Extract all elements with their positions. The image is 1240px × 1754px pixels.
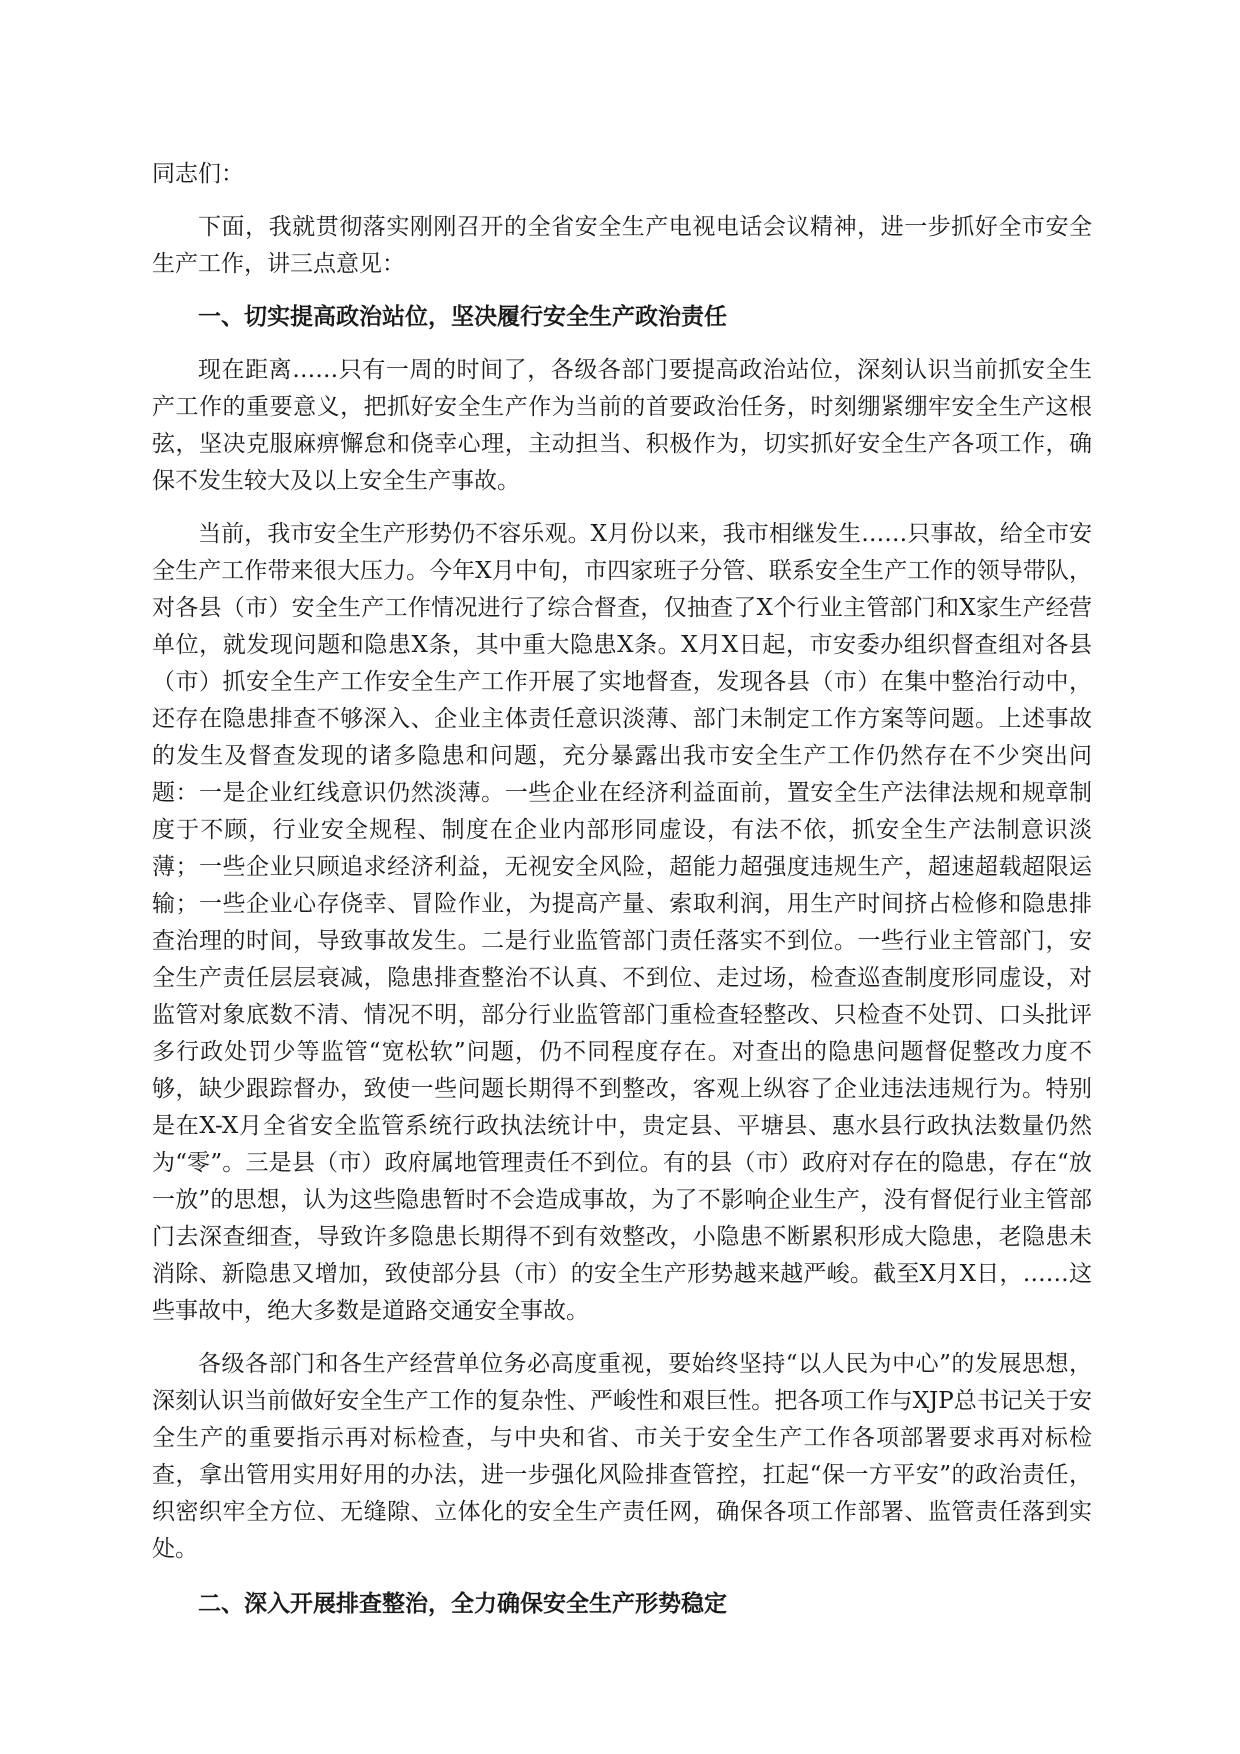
section-1-paragraph-1: 现在距离……只有一周的时间了，各级各部门要提高政治站位，深刻认识当前抓安全生产工作的重要意义，把抓好安全生产作为当前的首要政治任务，时刻绷紧绷牢安全生产这根弦，坚决克服麻痹懈怠和侥幸心理，主动担当、积极作为，切实抓好安全生产各项工作，确保不发生较大及以上安全生产事故。: [152, 357, 1092, 494]
section-1-paragraph-2: 当前，我市安全生产形势仍不容乐观。X月份以来，我市相继发生……只事故，给全市安全生产工作带来很大压力。今年X月中旬，市四家班子分管、联系安全生产工作的领导带队，对各县（市）安全生产工作情况进行了综合督查，仅抽查了X个行业主管部门和X家生产经营单位，就发现问题和隐患X条，其中重大隐患X条。X月X日起，市安委办组织督查组对各县（市）抓安全生产工作安全生产工作开展了实地督查，发现各县（市）在集中整治行动中，还存在隐患排查不够深入、企业主体责任意识淡薄、部门未制定工作方案等问题。上述事故的发生及督查发现的诸多隐患和问题，充分暴露出我市安全生产工作仍然存在不少突出问题：一是企业红线意识仍然淡薄。一些企业在经济利益面前，置安全生产法律法规和规章制度于不顾，行业安全规程、制度在企业内部形同虚设，有法不依，抓安全生产法制意识淡薄；一些企业只顾追求经济利益，无视安全风险，超能力超强度违规生产，超速超载超限运输；一些企业心存侥幸、冒险作业，为提高产量、索取利润，用生产时间挤占检修和隐患排查治理的时间，导致事故发生。二是行业监管部门责任落实不到位。一些行业主管部门，安全生产责任层层衰减，隐患排查整治不认真、不到位、走过场，检查巡查制度形同虚设，对监管对象底数不清、情况不明，部分行业监管部门重检查轻整改、只检查不处罚、口头批评多行政处罚少等监管“宽松软”问题，仍不同程度存在。对查出的隐患问题督促整改力度不够，缺少跟踪督办，致使一些问题长期得不到整改，客观上纵容了企业违法违规行为。特别是在X-X月全省安全监管系统行政执法统计中，贵定县、平塘县、惠水县行政执法数量仍然为“零”。三是县（市）政府属地管理责任不到位。有的县（市）政府对存在的隐患，存在“放一放”的思想，认为这些隐患暂时不会造成事故，为了不影响企业生产，没有督促行业主管部门去深查细查，导致许多隐患长期得不到有效整改，小隐患不断累积形成大隐患，老隐患未消除、新隐患又增加，致使部分县（市）的安全生产形势越来越严峻。截至X月X日，……这些事故中，绝大多数是道路交通安全事故。: [152, 521, 1092, 1324]
greeting: 同志们：: [152, 161, 244, 187]
section-1-heading: 一、切实提高政治站位，坚决履行安全生产政治责任: [198, 304, 727, 330]
intro-paragraph: 下面，我就贯彻落实刚刚召开的全省安全生产电视电话会议精神，进一步抓好全市安全生产工作，讲三点意见：: [152, 214, 1092, 277]
section-1-paragraph-3: 各级各部门和各生产经营单位务必高度重视，要始终坚持“以人民为中心”的发展思想，深刻认识当前做好安全生产工作的复杂性、严峻性和艰巨性。把各项工作与XJP总书记关于安全生产的重要指示再对标检查，与中央和省、市关于安全生产工作各项部署要求再对标检查，拿出管用实用好用的办法，进一步强化风险排查管控，扛起“保一方平安”的政治责任，织密织牢全方位、无缝隙、立体化的安全生产责任网，确保各项工作部署、监管责任落到实处。: [152, 1351, 1092, 1562]
document-page: [152, 156, 1092, 1639]
section-2-heading: 二、深入开展排查整治，全力确保安全生产形势稳定: [198, 1591, 727, 1617]
